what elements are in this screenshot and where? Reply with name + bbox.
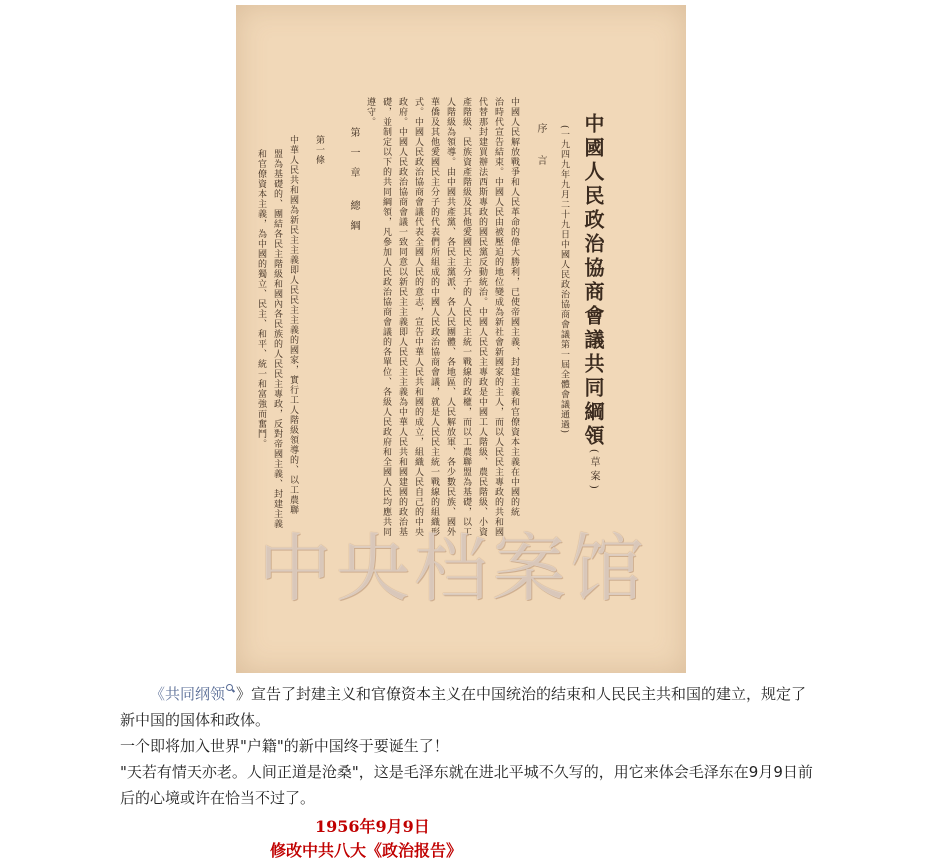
preface-column: 式。中國人民政治協商會議代表全國人民的意志，宣告中華人民共和國的成立，組織人民自己的中央 — [413, 97, 423, 537]
paragraph — [120, 681, 820, 733]
link-text[interactable]: 《共同纲领 — [150, 685, 226, 703]
article-label: 第一條 — [314, 135, 324, 165]
draft-note: (草案) — [588, 449, 599, 493]
archival-document-scan — [236, 5, 686, 673]
search-icon[interactable] — [226, 684, 235, 693]
preface-column: 政府。中國人民政治協商會議一致同意以新民主主義即人民民主主義為中華人民共和國建國的政治基 — [397, 97, 407, 537]
common-program-link[interactable] — [150, 685, 236, 703]
paragraph: "天若有情天亦老。人间正道是沧桑"，这是毛泽东就在进北平城不久写的，用它来体会毛泽东在9月9日前后的心境或许在恰当不过了。 — [120, 763, 813, 807]
article-body — [120, 681, 820, 863]
document-subtitle: (一九四九年九月二十九日中國人民政治協商會議第一屆全體會議通過) — [559, 125, 569, 435]
article-column: 和官僚資本主義，為中國的獨立、民主、和平、統一和富強而奮鬥。 — [256, 149, 266, 449]
archive-watermark: 中央档案馆 — [258, 526, 648, 612]
section-heading-title: 修改中共八大《政治报告》 — [270, 841, 463, 860]
preface-column: 遵守。 — [365, 97, 375, 127]
document-title-text: 中國人民政治協商會議共同綱領 — [581, 113, 605, 449]
vertical-text-block — [254, 97, 608, 537]
article-column: 盟為基礎的、團結各民主階級和國內各民族的人民民主專政，反對帝國主義、封建主義 — [272, 149, 282, 529]
preface-heading: 序言 — [535, 123, 546, 187]
preface-column: 人階級為領導。由中國共產黨、各民主黨派、各人民團體、各地區、人民解放軍、各少數民族、國外 — [445, 97, 455, 537]
preface-column: 礎，並制定以下的共同綱領，凡參加人民政治協商會議的各單位、各級人民政府和全國人民均應共同 — [381, 97, 391, 537]
preface-column: 中國人民解放戰爭和人民革命的偉大勝利，已使帝國主義、封建主義和官僚資本主義在中國的統 — [509, 97, 519, 517]
preface-column: 華僑及其他愛國民主分子的代表們所組成的中國人民政治協商會議，就是人民民主統一戰線的組織形 — [429, 97, 439, 537]
document-title — [579, 113, 608, 537]
article-column: 中華人民共和國為新民主主義即人民民主主義的國家，實行工人階級領導的、以工農聯 — [288, 135, 298, 515]
preface-column: 代替那封建買辦法西斯專政的國民黨反動統治。中國人民民主專政是中國工人階級、農民階級、小資 — [477, 97, 487, 537]
chapter-heading: 第一章 總綱 — [348, 127, 359, 241]
paragraph: 一个即将加入世界"户籍"的新中国终于要诞生了！ — [120, 737, 449, 755]
preface-column: 產階級、民族資產階級及其他愛國民主分子的人民民主統一戰線的政權，而以工農聯盟為基礎，以工 — [461, 97, 471, 537]
paragraph-text: 》宣告了封建主义和官僚资本主义在中国统治的结束和人民民主共和国的建立，规定了新中国的国体和政体。 — [120, 685, 807, 729]
section-heading-date: 1956年9月9日 — [315, 817, 430, 836]
preface-column: 治時代宣告結束。中國人民由被壓迫的地位變成為新社會新國家的主人，而以人民民主專政的共和國 — [493, 97, 503, 537]
